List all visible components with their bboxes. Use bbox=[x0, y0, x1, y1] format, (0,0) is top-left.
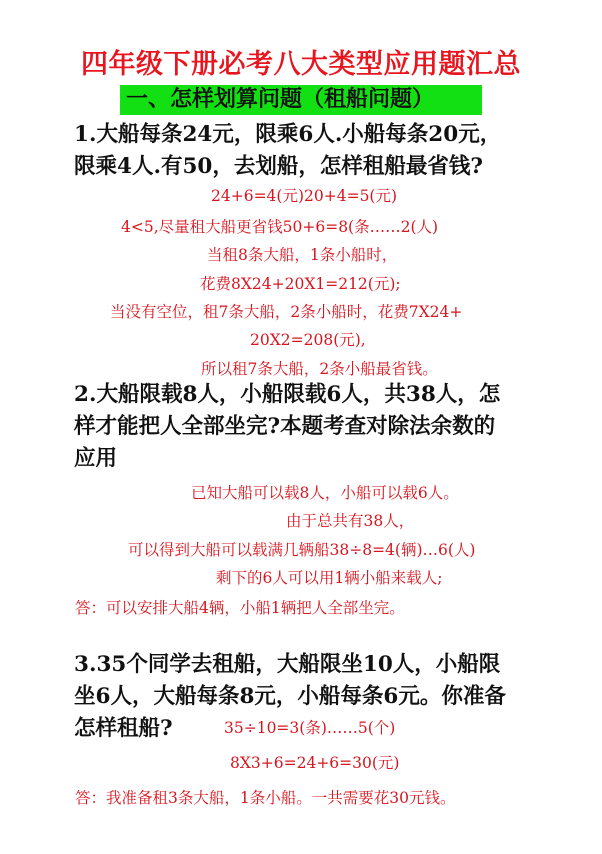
q3-line-2: 坐6人，大船每条8元，小船每条6元。你准备 bbox=[74, 684, 506, 709]
q2-answer-line-2: 由于总共有38人， bbox=[286, 512, 415, 530]
q3-answer-conclusion: 答：我准备租3条大船，1条小船。一共需要花30元钱。 bbox=[75, 789, 456, 807]
page-title: 四年级下册必考八大类型应用题汇总 bbox=[81, 49, 521, 80]
q2-answer-line-3: 可以得到大船可以载满几辆船38÷8=4(辆)…6(人) bbox=[128, 541, 476, 559]
q1-answer-line-7: 所以租7条大船，2条小船最省钱。 bbox=[201, 360, 438, 378]
q1-answer-line-2: 4<5,尽量租大船更省钱50+6=8(条……2(人) bbox=[121, 218, 439, 236]
section-heading: 一、怎样划算问题（租船问题） bbox=[120, 85, 482, 115]
q2-line-2: 样才能把人全部坐完?本题考查对除法余数的 bbox=[74, 414, 496, 439]
q1-answer-line-6: 20X2=208(元), bbox=[250, 331, 366, 349]
q1-answer-line-3: 当租8条大船，1条小船时， bbox=[207, 246, 398, 264]
q3-line-1: 3.35个同学去租船，大船限坐10人，小船限 bbox=[74, 652, 501, 677]
q2-line-3: 应用 bbox=[74, 446, 118, 471]
q3-answer-line-2: 8X3+6=24+6=30(元) bbox=[230, 754, 400, 772]
q3-answer-line-1: 35÷10=3(条)……5(个) bbox=[224, 719, 396, 737]
q1-answer-line-1: 24+6=4(元)20+4=5(元) bbox=[211, 187, 398, 205]
q2-answer-line-4: 剩下的6人可以用1辆小船来载人; bbox=[216, 569, 443, 587]
q1-line-1: 1.大船每条24元，限乘6人.小船每条20元， bbox=[74, 122, 502, 147]
q2-answer-line-1: 已知大船可以载8人，小船可以载6人。 bbox=[191, 484, 459, 502]
q2-line-1: 2.大船限载8人，小船限载6人，共38人，怎 bbox=[74, 382, 501, 407]
q1-answer-line-5: 当没有空位，租7条大船，2条小船时，花费7X24+ bbox=[110, 303, 463, 321]
q1-line-2: 限乘4人.有50，去划船，怎样租船最省钱? bbox=[74, 154, 483, 179]
q1-answer-line-4: 花费8X24+20X1=212(元); bbox=[200, 275, 401, 293]
q2-answer-conclusion: 答：可以安排大船4辆，小船1辆把人全部坐完。 bbox=[75, 599, 405, 617]
q3-line-3: 怎样租船? bbox=[74, 716, 173, 741]
